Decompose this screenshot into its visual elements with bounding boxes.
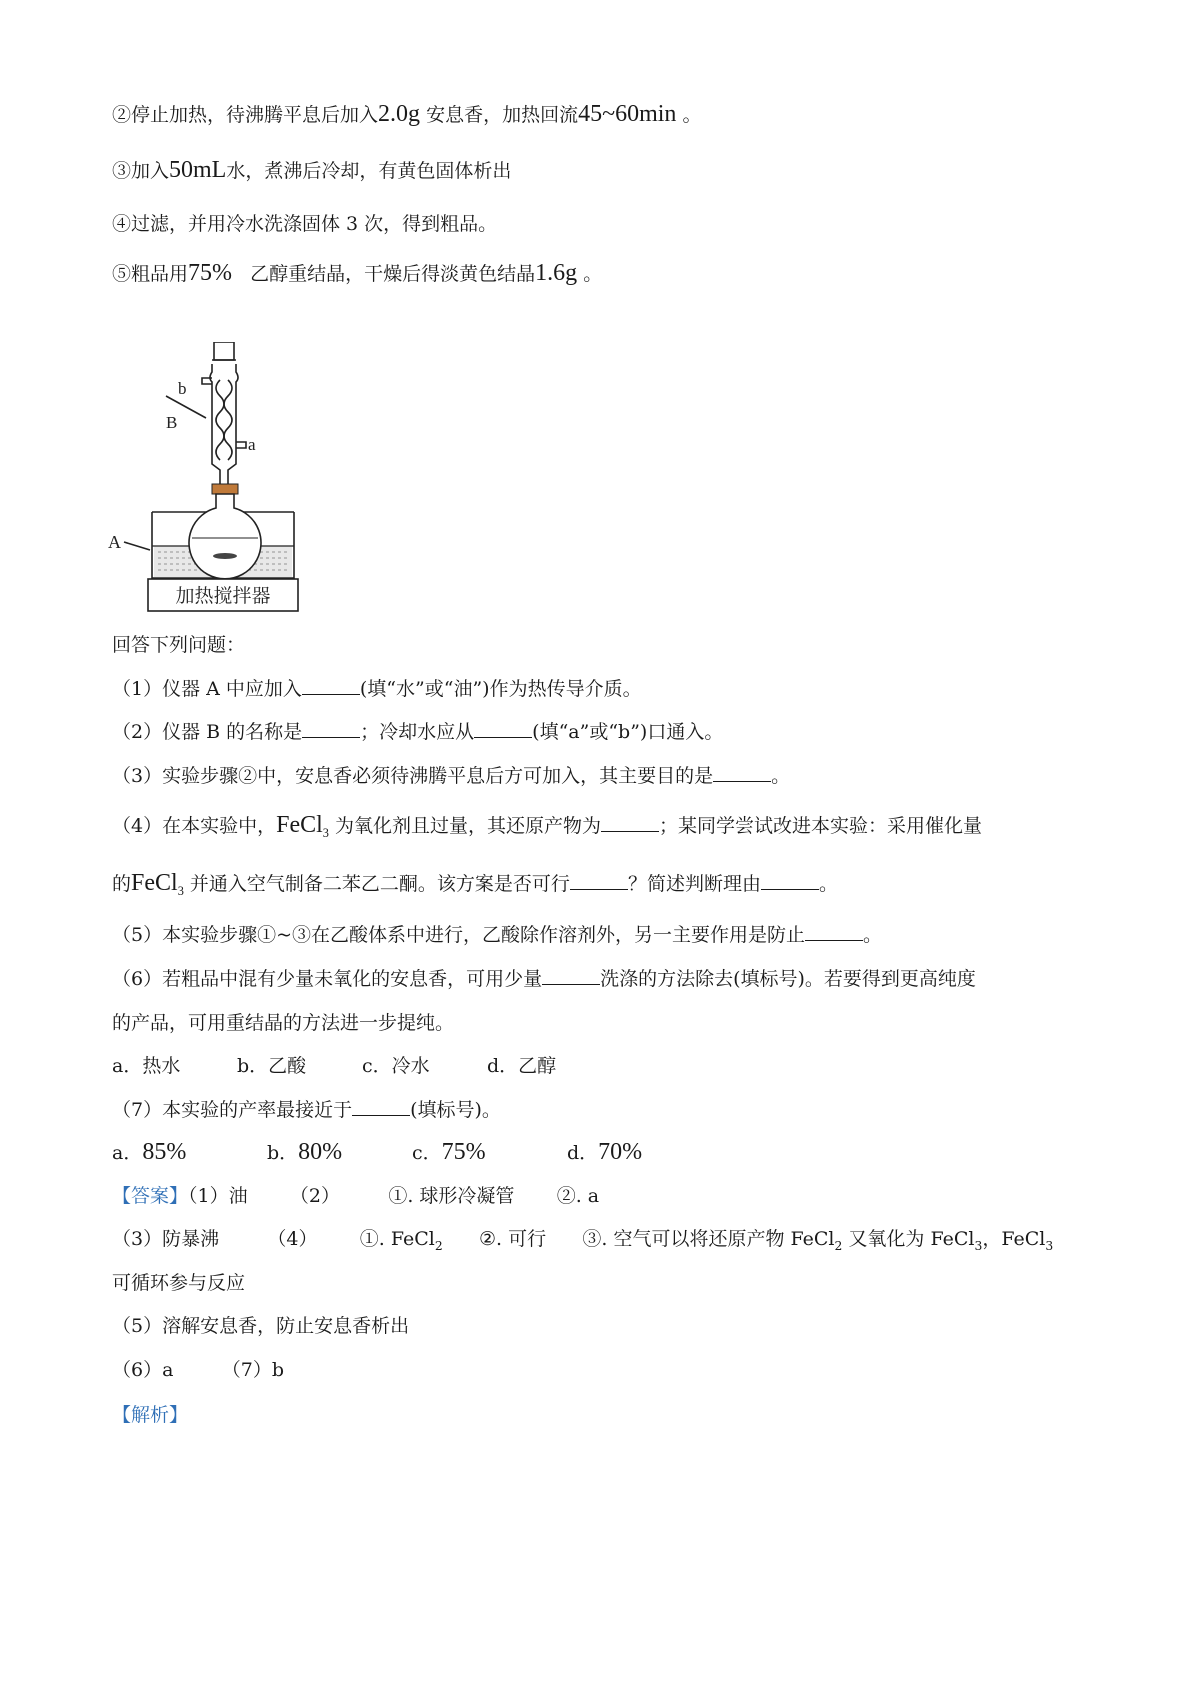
- answer-4-part-3b-sub: 3: [974, 1238, 983, 1253]
- answer-4-part-1: ①. FeCl: [359, 1228, 435, 1250]
- q6-blank[interactable]: [542, 966, 600, 985]
- q4-line2-question: ？简述判断理由: [627, 873, 761, 895]
- q7-blank[interactable]: [352, 1097, 410, 1116]
- label-B: B: [166, 413, 178, 432]
- q7-option-a-letter: a．: [112, 1142, 143, 1164]
- question-6-line-2: 的产品，可用重结晶的方法进一步提纯。: [112, 1012, 455, 1034]
- q7-option-b[interactable]: [267, 1138, 412, 1167]
- question-3: [112, 762, 790, 790]
- answer-4-part-3c-sub: 3: [1045, 1238, 1054, 1253]
- q4-line2-text-mid: 并通入空气制备二苯乙二酮。该方案是否可行: [189, 873, 570, 895]
- step-3: [112, 156, 511, 185]
- answer-2-part-2: ②. a: [556, 1185, 600, 1207]
- step-3-text-post: 水，煮沸后冷却，有黄色固体析出: [226, 160, 512, 182]
- answer-line-2: [112, 1225, 1053, 1260]
- q2-blank-1[interactable]: [302, 719, 360, 738]
- answer-tag: 【答案】: [112, 1185, 189, 1207]
- q4-line2-formula-sub: 3: [177, 883, 184, 898]
- step-5-end: 。: [583, 263, 603, 285]
- q7-option-b-letter: b．: [267, 1142, 299, 1164]
- step-5-percent: 75%: [188, 260, 233, 286]
- question-5: [112, 921, 882, 949]
- answer-line-3: 可循环参与反应: [112, 1272, 246, 1294]
- answer-3: （3）防暴沸: [112, 1228, 220, 1250]
- q7-option-d-letter: d．: [567, 1142, 599, 1164]
- step-2-mass: 2.0g: [378, 101, 421, 127]
- step-5-text: ⑤粗品用: [112, 263, 189, 285]
- q4-line2-end: 。: [818, 873, 838, 895]
- q2-text-post: (填“a”或“b”)口通入。: [532, 721, 724, 743]
- step-5-mass: 1.6g: [535, 260, 578, 286]
- q6-option-d[interactable]: d．乙醇: [487, 1055, 557, 1077]
- q4-formula: FeCl: [276, 812, 323, 838]
- question-1: [112, 675, 642, 703]
- step-2-text-mid: 安息香，加热回流: [426, 104, 579, 126]
- answer-4-part-3b: 又氧化为 FeCl: [842, 1228, 975, 1250]
- stirrer-label: 加热搅拌器: [175, 586, 271, 607]
- q1-text-post: (填“水”或“油”)作为热传导介质。: [359, 678, 642, 700]
- step-2: [112, 100, 701, 129]
- reflux-apparatus-figure: [108, 342, 338, 660]
- q2-text-mid: ；冷却水应从: [360, 721, 475, 743]
- answer-4-part-2: ②. 可行: [479, 1228, 547, 1250]
- q4-formula-sub: 3: [322, 825, 329, 840]
- answer-4-part-3-sub: 2: [834, 1238, 843, 1253]
- q3-blank[interactable]: [713, 763, 771, 782]
- q7-option-c[interactable]: [412, 1138, 567, 1167]
- q7-option-a[interactable]: [112, 1138, 267, 1167]
- answer-2-part-1: ①. 球形冷凝管: [388, 1185, 515, 1207]
- q2-text: （2）仪器 B 的名称是: [112, 721, 303, 743]
- step-2-end: 。: [682, 104, 702, 126]
- step-4: ④过滤，并用冷水洗涤固体 3 次，得到粗品。: [112, 213, 498, 235]
- answer-4-part-1-sub: 2: [434, 1238, 443, 1253]
- answer-line-1: [112, 1182, 599, 1210]
- label-b: b: [178, 379, 187, 398]
- q4-line2-text: 的: [112, 873, 132, 895]
- answer-2-label: （2）: [289, 1185, 340, 1207]
- question-4-line-1: [112, 811, 982, 847]
- q6-option-b[interactable]: b．乙酸: [237, 1055, 307, 1077]
- answer-6: （6）a: [112, 1359, 174, 1381]
- q5-blank[interactable]: [805, 922, 863, 941]
- answer-4-part-3: ③. 空气可以将还原产物 FeCl: [582, 1228, 835, 1250]
- q6-option-a[interactable]: a．热水: [112, 1055, 181, 1077]
- answer-4-label: （4）: [267, 1228, 318, 1250]
- q1-blank[interactable]: [302, 676, 360, 695]
- q4-text-post: ；某同学尝试改进本实验：采用催化量: [659, 815, 983, 837]
- q7-option-c-value: 75%: [441, 1139, 486, 1165]
- step-2-time: 45~60min: [578, 101, 677, 127]
- answer-7: （7）b: [221, 1359, 285, 1381]
- answer-line-5: [112, 1356, 284, 1384]
- question-4-line-2: [112, 869, 838, 905]
- q7-option-d[interactable]: [567, 1138, 642, 1167]
- analysis-tag: 【解析】: [112, 1404, 189, 1426]
- q1-text: （1）仪器 A 中应加入: [112, 678, 302, 700]
- q7-option-b-value: 80%: [298, 1139, 343, 1165]
- questions-intro: 回答下列问题：: [112, 634, 246, 656]
- q7-option-d-value: 70%: [598, 1139, 643, 1165]
- question-7: [112, 1096, 501, 1124]
- answer-4-part-3c: ，FeCl: [982, 1228, 1046, 1250]
- step-3-text: ③加入: [112, 160, 170, 182]
- q5-text: （5）本实验步骤①~③在乙酸体系中进行，乙酸除作溶剂外，另一主要作用是防止: [112, 924, 806, 946]
- q4-blank-1[interactable]: [601, 813, 659, 832]
- label-a: a: [248, 435, 256, 454]
- answer-line-4: （5）溶解安息香，防止安息香析出: [112, 1315, 410, 1337]
- q3-text-post: 。: [771, 765, 791, 787]
- question-7-options: [112, 1138, 642, 1167]
- q3-text: （3）实验步骤②中，安息香必须待沸腾平息后方可加入，其主要目的是: [112, 765, 714, 787]
- q7-text-post: (填标号)。: [410, 1099, 501, 1121]
- q4-blank-3[interactable]: [761, 871, 819, 890]
- step-2-text: ②停止加热，待沸腾平息后加入: [112, 104, 379, 126]
- answer-1: （1）油: [188, 1185, 248, 1207]
- q7-option-c-letter: c．: [412, 1142, 442, 1164]
- q4-text-mid: 为氧化剂且过量，其还原产物为: [335, 815, 602, 837]
- label-A: A: [108, 532, 121, 552]
- question-6-options: [112, 1052, 556, 1080]
- q4-line2-formula: FeCl: [131, 870, 178, 896]
- q6-text-post: 洗涤的方法除去(填标号)。若要得到更高纯度: [600, 968, 976, 990]
- step-5-text-mid: 乙醇重结晶，干燥后得淡黄色结晶: [250, 263, 536, 285]
- q4-blank-2[interactable]: [570, 871, 628, 890]
- q5-text-post: 。: [863, 924, 883, 946]
- question-2: [112, 718, 723, 746]
- q2-blank-2[interactable]: [474, 719, 532, 738]
- q6-text: （6）若粗品中混有少量未氧化的安息香，可用少量: [112, 968, 543, 990]
- q4-text: （4）在本实验中，: [112, 815, 277, 837]
- step-5: [112, 259, 602, 288]
- q7-text: （7）本实验的产率最接近于: [112, 1099, 353, 1121]
- q6-option-c[interactable]: c．冷水: [362, 1055, 430, 1077]
- step-3-volume: 50mL: [169, 157, 227, 183]
- q7-option-a-value: 85%: [142, 1139, 187, 1165]
- question-6: [112, 965, 976, 993]
